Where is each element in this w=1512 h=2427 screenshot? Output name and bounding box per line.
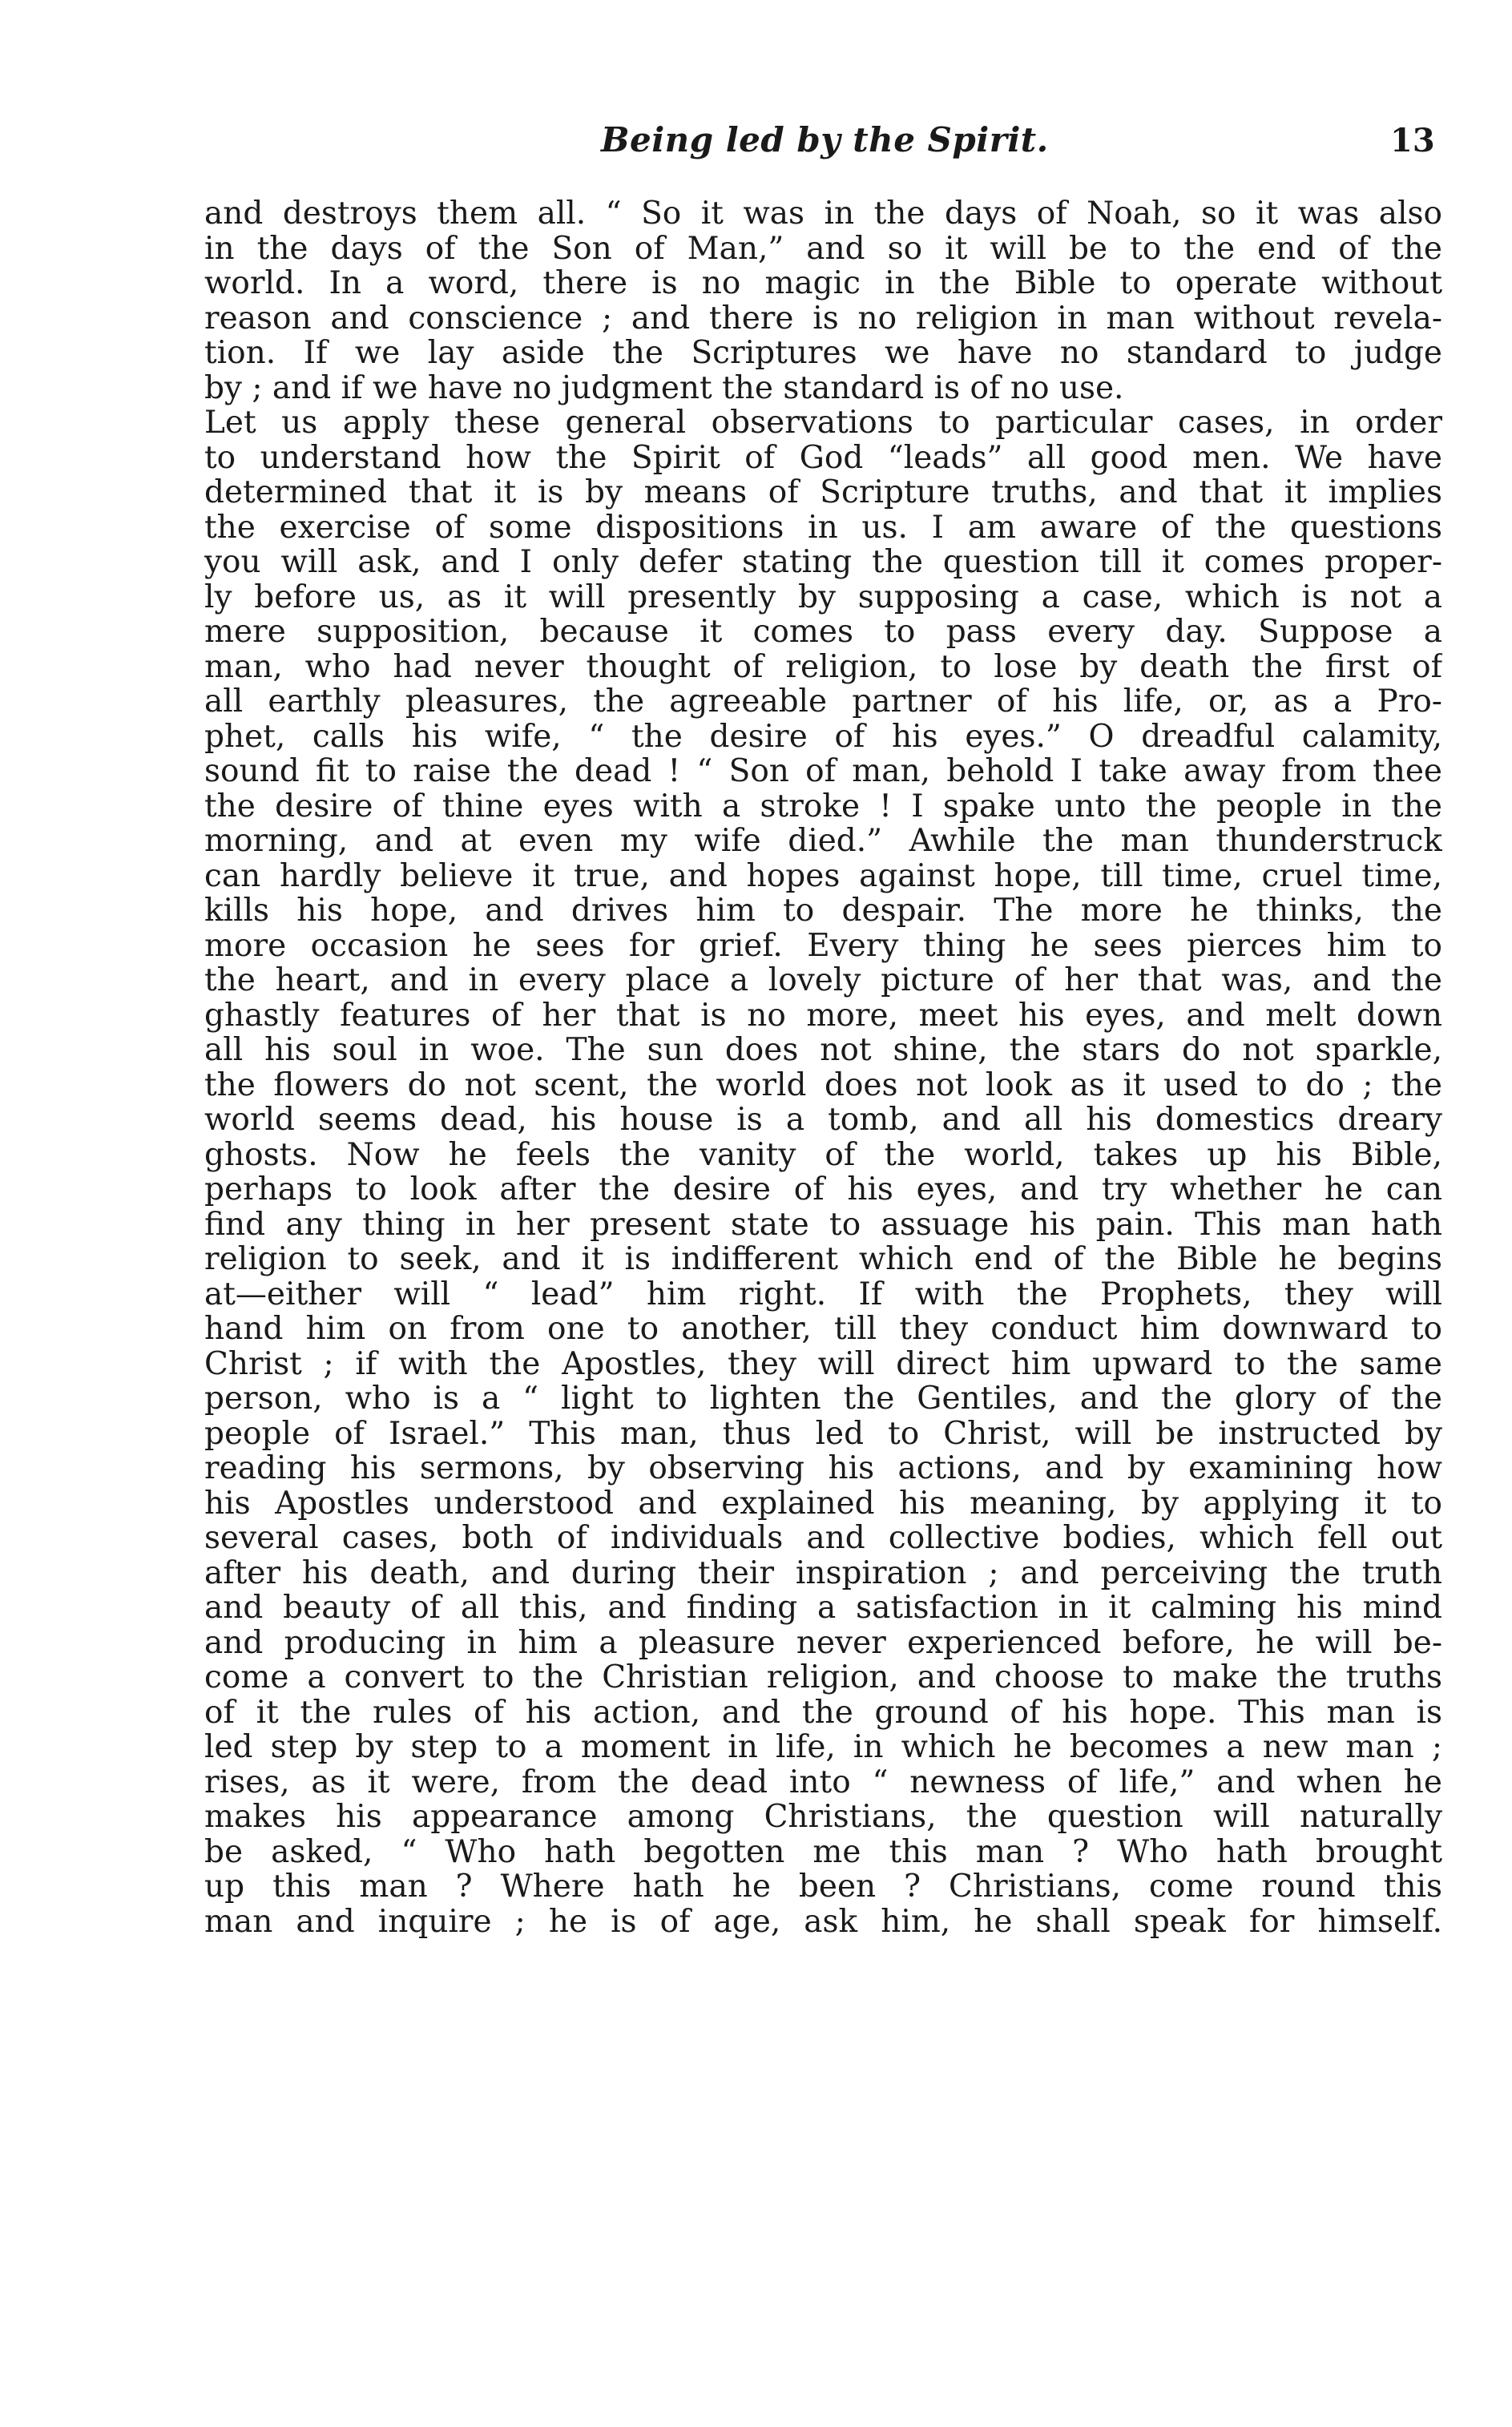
text-line: the desire of thine eyes with a stroke ! I spake unto the people in the [204,788,1442,824]
text-line: ly before us, as it will presently by supposing a case, which is not a [204,579,1442,615]
text-line: by ; and if we have no judgment the standard is of no use. [204,370,1124,405]
text-line: at—either will “ lead” him right. If with the Prophets, they will [204,1276,1442,1312]
text-line: after his death, and during their inspiration ; and perceiving the truth [204,1555,1442,1590]
text-line: his Apostles understood and explained his meaning, by applying it to [204,1486,1442,1521]
text-line: of it the rules of his action, and the ground of his hope. This man is [204,1695,1442,1730]
text-line: and beauty of all this, and finding a satisfaction in it calming his mind [204,1590,1442,1626]
running-head [0,120,1512,176]
text-line: phet, calls his wife, “ the desire of his eyes.” O dreadful calamity, [204,719,1442,754]
text-line: person, who is a “ light to lighten the Gentiles, and the glory of the [204,1381,1442,1417]
text-line: world. In a word, there is no magic in the Bible to operate without [204,266,1442,301]
text-line: the flowers do not scent, the world does not look as it used to do ; the [204,1067,1442,1103]
text-line: be asked, “ Who hath begotten me this man ? Who hath brought [204,1834,1442,1869]
text-line: ghosts. Now he feels the vanity of the world, takes up his Bible, [204,1137,1442,1172]
page-number: 13 [1390,122,1435,159]
text-line: man, who had never thought of religion, to lose by death the first of [204,649,1442,684]
text-line: Let us apply these general observations to particular cases, in order [204,405,1442,441]
text-line: Christ ; if with the Apostles, they will direct him upward to the same [204,1346,1442,1381]
text-line: reading his sermons, by observing his actions, and by examining how [204,1451,1442,1486]
text-line: religion to seek, and it is indifferent which end of the Bible he begins [204,1242,1442,1277]
text-line: find any thing in her present state to assuage his pain. This man hath [204,1207,1442,1242]
body-text [204,196,1442,1939]
text-line: several cases, both of individuals and collective bodies, which fell out [204,1521,1442,1556]
text-line: tion. If we lay aside the Scriptures we have no standard to judge [204,336,1442,371]
text-line: ghastly features of her that is no more, meet his eyes, and melt down [204,998,1442,1033]
text-line: to understand how the Spirit of God “leads” all good men. We have [204,440,1442,475]
text-line: in the days of the Son of Man,” and so it will be to the end of the [204,231,1442,266]
text-line: can hardly believe it true, and hopes against hope, till time, cruel time, [204,858,1442,893]
text-line: sound fit to raise the dead ! “ Son of man, behold I take away from thee [204,754,1442,789]
text-line: determined that it is by means of Scripture truths, and that it implies [204,475,1442,510]
text-line: hand him on from one to another, till they conduct him downward to [204,1312,1442,1347]
text-line: morning, and at even my wife died.” Awhile the man thunderstruck [204,824,1442,859]
text-line: more occasion he sees for grief. Every thing he sees pierces him to [204,928,1442,963]
text-line: makes his appearance among Christians, the question will naturally [204,1800,1442,1835]
text-line: you will ask, and I only defer stating the question till it comes proper- [204,545,1442,580]
text-line: led step by step to a moment in life, in which he becomes a new man ; [204,1730,1442,1765]
text-line: the exercise of some dispositions in us. I am aware of the questions [204,510,1442,545]
text-line: the heart, and in every place a lovely picture of her that was, and the [204,963,1442,998]
text-line: up this man ? Where hath he been ? Christians, come round this [204,1869,1442,1905]
text-line: all earthly pleasures, the agreeable partner of his life, or, as a Pro- [204,684,1442,720]
text-line: and producing in him a pleasure never experienced before, he will be- [204,1625,1442,1660]
text-line: mere supposition, because it comes to pass every day. Suppose a [204,615,1442,650]
text-line: kills his hope, and drives him to despair. The more he thinks, the [204,893,1442,929]
running-title: Being led by the Spirit. [601,120,1049,159]
text-line: man and inquire ; he is of age, ask him, he shall speak for himself. [204,1904,1442,1939]
text-line: perhaps to look after the desire of his eyes, and try whether he can [204,1172,1442,1207]
text-line: all his soul in woe. The sun does not shine, the stars do not sparkle, [204,1033,1442,1068]
text-line: rises, as it were, from the dead into “ newness of life,” and when he [204,1764,1442,1800]
text-line: reason and conscience ; and there is no religion in man without revela- [204,300,1442,336]
text-line: world seems dead, his house is a tomb, and all his domestics dreary [204,1103,1442,1138]
text-line: people of Israel.” This man, thus led to Christ, will be instructed by [204,1416,1442,1451]
text-line: come a convert to the Christian religion, and choose to make the truths [204,1660,1442,1695]
text-line: and destroys them all. “ So it was in the days of Noah, so it was also [204,196,1442,232]
